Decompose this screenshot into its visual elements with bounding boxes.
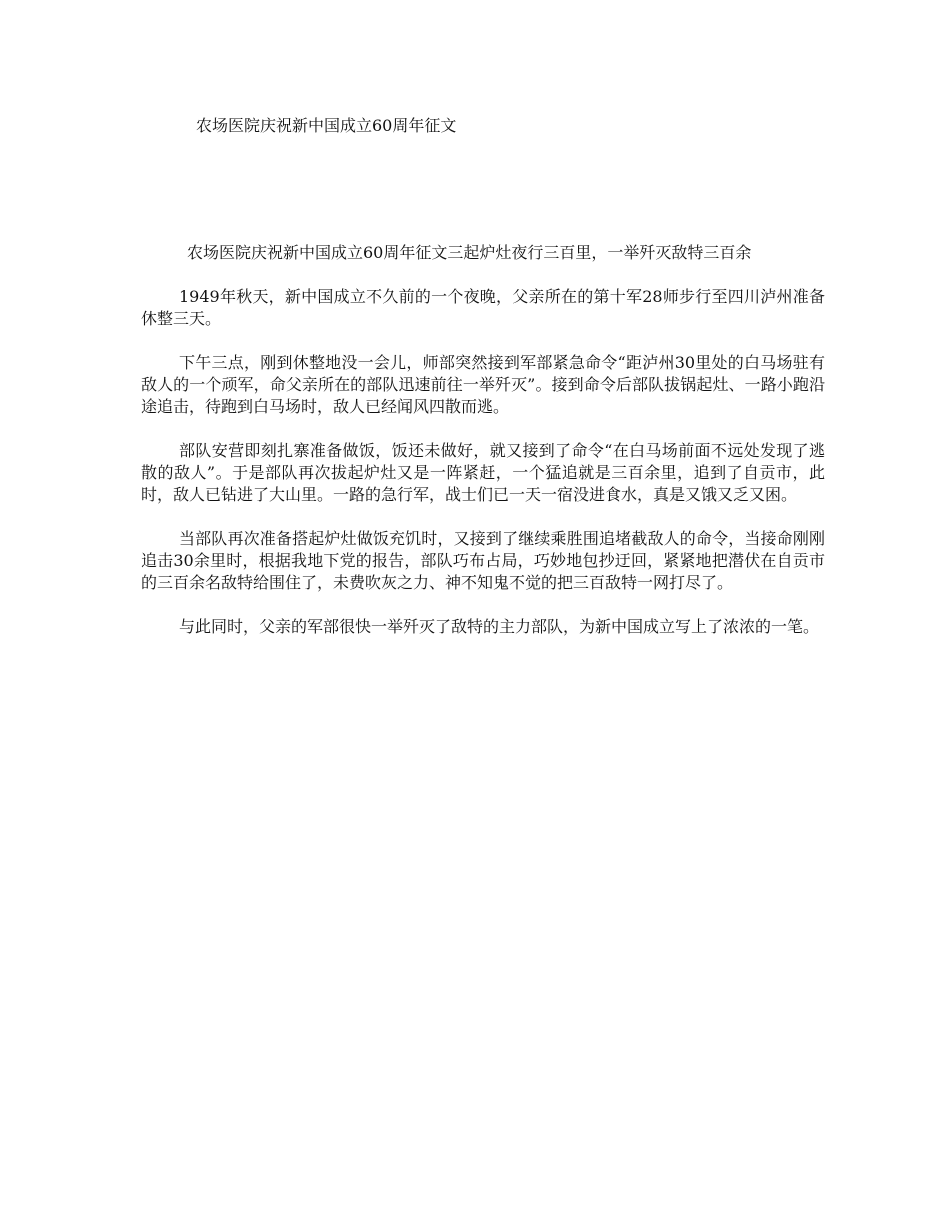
document-title: 农场医院庆祝新中国成立60周年征文 [196,116,457,135]
paragraph-1: 农场医院庆祝新中国成立60周年征文三起炉灶夜行三百里，一举歼灭敌特三百余 [187,243,752,262]
paragraph-6: 与此同时，父亲的军部很快一举歼灭了敌特的主力部队，为新中国成立写上了浓浓的一笔。 [179,617,820,636]
paragraph-2: 1949年秋天，新中国成立不久前的一个夜晚，父亲所在的第十军28师步行至四川泸州准备休整三天。 [141,287,825,328]
paragraph-3: 下午三点，刚到休整地没一会儿，师部突然接到军部紧急命令“距泸州30里处的白马场驻有敌人的一个顽军，命父亲所在的部队迅速前往一举歼灭”。接到命令后部队拔锅起灶、一路小跑沿途追击，待跑到白马场时，敌人已经闻风四散而逃。 [141,353,825,416]
paragraph-4: 部队安营即刻扎寨准备做饭，饭还未做好，就又接到了命令“在白马场前面不远处发现了逃散的敌人”。于是部队再次拔起炉灶又是一阵紧赶，一个猛追就是三百余里，追到了自贡市，此时，敌人已钻进了大山里。一路的急行军，战士们已一天一宿没进食水，真是又饿又乏又困。 [141,441,825,504]
document-body [141,242,825,660]
paragraph-5: 当部队再次准备搭起炉灶做饭充饥时，又接到了继续乘胜围追堵截敌人的命令，当接命刚刚追击30余里时，根据我地下党的报告，部队巧布占局，巧妙地包抄迂回，紧紧地把潜伏在自贡市的三百余名敌特给围住了，未费吹灰之力、神不知鬼不觉的把三百敌特一网打尽了。 [141,529,825,592]
